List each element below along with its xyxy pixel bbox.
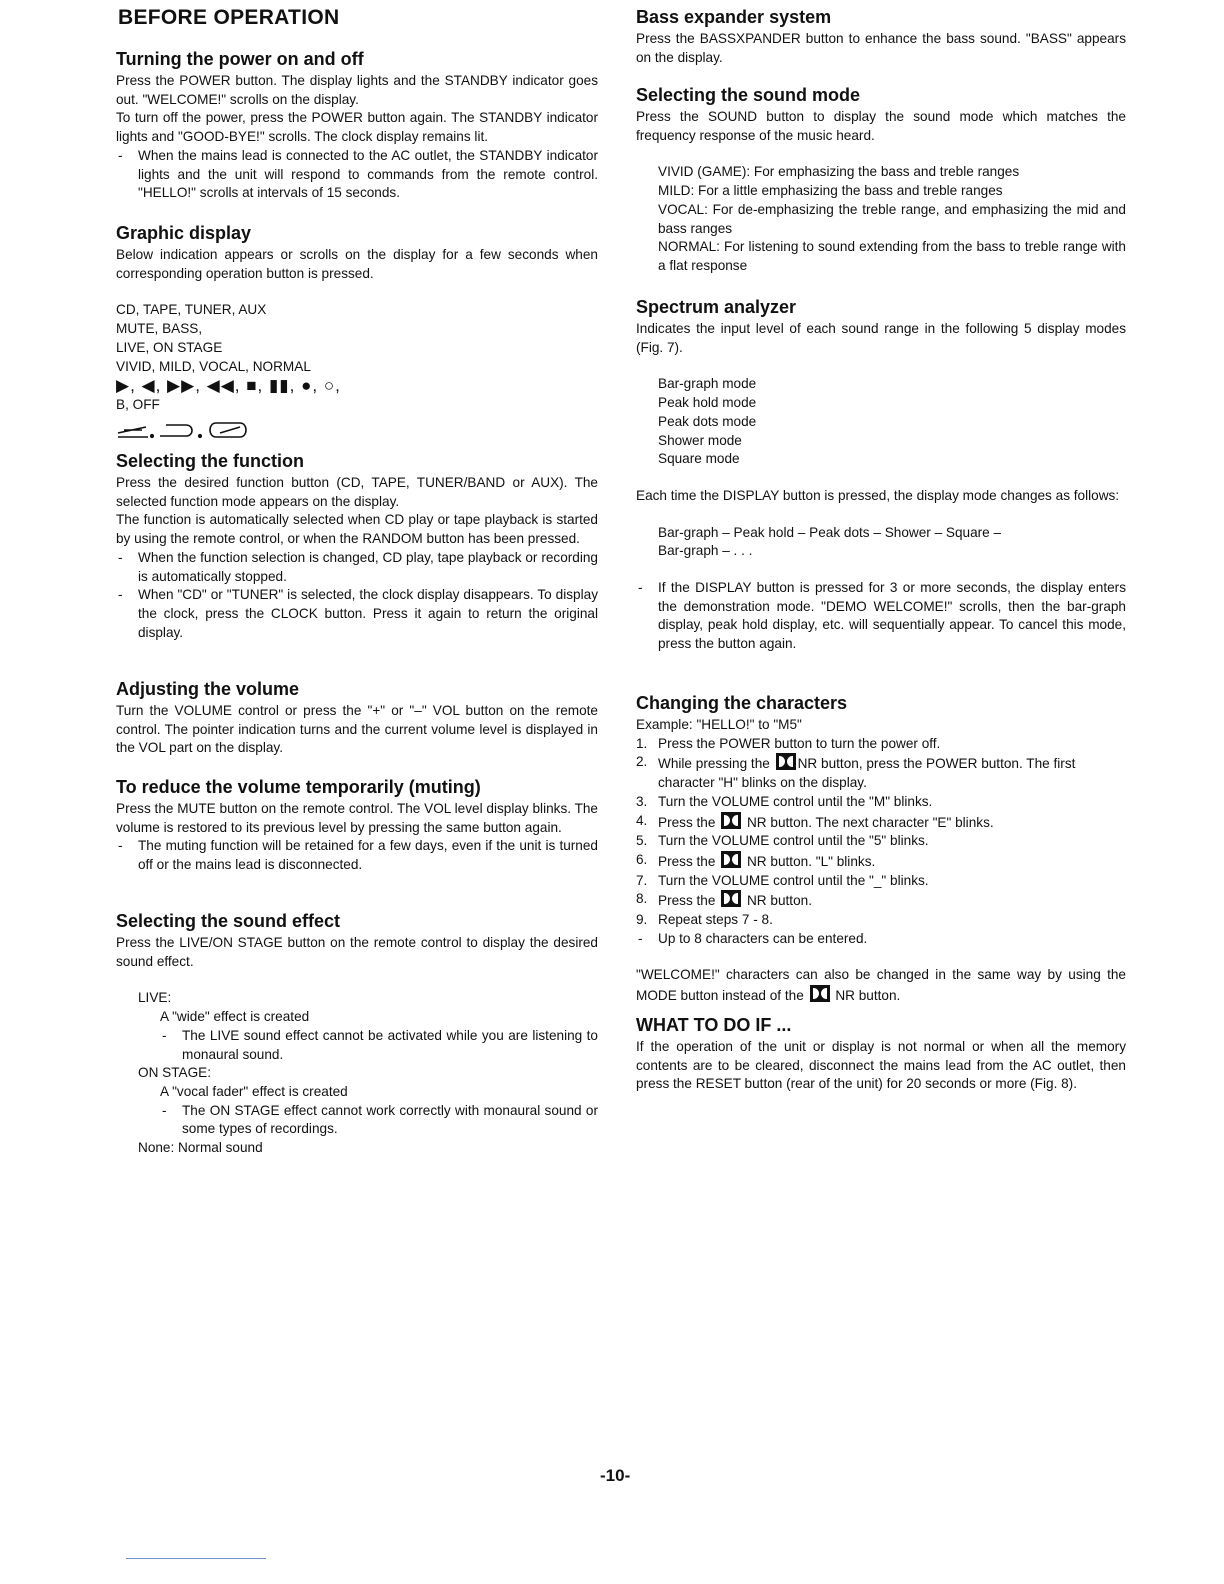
spectrum-mode-item: Peak dots mode [658,413,757,429]
sound-mode-item: VIVID (GAME): For emphasizing the bass and treble ranges [658,164,1020,180]
effect-live-label: LIVE: [138,990,172,1006]
sound-mode-item: NORMAL: For listening to sound extending from the bass to treble range with a flat response [658,239,1126,273]
effect-none: None: Normal sound [138,1140,263,1156]
characters-note [636,966,1126,1005]
characters-steps [636,735,1126,949]
graphic-list [116,301,598,441]
graphic-line: LIVE, ON STAGE [116,339,223,355]
soundmode-list [636,163,1126,275]
heading-volume: Adjusting the volume [116,679,300,699]
step-text: Turn the VOLUME control until the "_" blinks. [658,872,929,888]
graphic-line: VIVID, MILD, VOCAL, NORMAL [116,358,311,374]
spectrum-seq-line: Bar-graph – Peak hold – Peak dots – Shower – Square – [658,524,1002,540]
section-function [116,450,598,642]
transport-symbols: ▶, ◀, ▶▶, ◀◀, ■, ▮▮, ●, ○, [116,376,341,396]
dolby-icon [776,753,796,770]
effect-live-desc: A "wide" effect is created [160,1009,310,1025]
effect-stage-desc: A "vocal fader" effect is created [160,1083,348,1099]
section-characters [636,692,1126,1006]
step-number: 6. [636,851,648,867]
step-item [636,911,1126,930]
function-bullet-text: When "CD" or "TUNER" is selected, the clock display disappears. To display the clock, press the CLOCK button. Press it again to return the original display. [138,587,598,640]
effect-stage-label: ON STAGE: [138,1065,212,1081]
characters-note-text: "WELCOME!" characters can also be changed in the same way by using the MODE button instead of the [636,967,1126,1004]
step-item [636,832,1126,851]
step-text: While pressing the [658,756,770,772]
effect-live-bullet: - The LIVE sound effect cannot be activated while you are listening to monaural sound. [162,1027,598,1062]
section-muting [116,776,598,875]
dolby-icon [721,890,741,907]
step-text: NR button. The next character "E" blinks. [746,814,994,830]
function-bullet: - When the function selection is changed, CD play, tape playback or recording is automatically stopped. [118,549,598,584]
step-item [636,812,1126,833]
effect-p1: Press the LIVE/ON STAGE button on the remote control to display the desired sound effect. [116,935,598,969]
step-text: Press the [658,853,716,869]
heading-power: Turning the power on and off [116,49,364,69]
page-title: BEFORE OPERATION [118,6,340,29]
graphic-p1: Below indication appears or scrolls on the display for a few seconds when corresponding operation button is pressed. [116,247,598,281]
characters-example: Example: "HELLO!" to "M5" [636,717,802,732]
characters-bullet-text: Up to 8 characters can be entered. [658,930,868,946]
muting-p1: Press the MUTE button on the remote control. The VOL level display blinks. The volume is restored to its previous level by pressing the same button again. [116,801,598,835]
spectrum-sequence [636,524,1126,561]
dolby-icon [721,812,741,829]
step-number: 1. [636,735,648,751]
power-bullet-text: When the mains lead is connected to the AC outlet, the STANDBY indicator lights and the unit will respond to commands from the remote control. "HELLO!" scrolls at intervals of 15 seconds. [138,147,598,201]
graphic-line: MUTE, BASS, [116,321,203,337]
section-bass [636,6,1126,67]
soundmode-p1: Press the SOUND button to display the sound mode which matches the frequency response of the music heard. [636,109,1126,143]
step-number: 3. [636,793,648,809]
spectrum-bullet-text: If the DISPLAY button is pressed for 3 or more seconds, the display enters the demonstration mode. "DEMO WELCOME!" scrolls, then the bar-graph display, peak hold display, etc. will sequentially appear. To cancel this mode, press the button again. [658,580,1126,652]
power-p2: To turn off the power, press the POWER button again. The STANDBY indicator lights and "GOOD-BYE!" scrolls. The clock display remains lit. [116,110,598,145]
effect-stage-bullet: - The ON STAGE effect cannot work correctly with monaural sound or some types of recordings. [162,1102,598,1137]
heading-spectrum: Spectrum analyzer [636,297,797,317]
section-graphic [116,222,598,441]
section-power [116,48,598,203]
graphic-line: B, OFF [116,397,160,413]
step-text: Turn the VOLUME control until the "M" blinks. [658,793,933,809]
spectrum-p2: Each time the DISPLAY button is pressed, the display mode changes as follows: [636,487,1120,503]
effect-list [116,989,598,1157]
volume-p1: Turn the VOLUME control or press the "+" or "–" VOL button on the remote control. The pointer indication turns and the current volume level is displayed in the VOL part on the display. [116,703,598,756]
heading-characters: Changing the characters [636,693,848,713]
section-effect [116,910,598,1158]
step-number: 5. [636,833,648,849]
effect-stage-bullet-text: The ON STAGE effect cannot work correctly with monaural sound or some types of recordings. [182,1102,598,1137]
step-number: 8. [636,891,648,907]
section-spectrum [636,296,1126,654]
function-p2: The function is automatically selected when CD play or tape playback is started by using the remote control, or when the RANDOM button has been pressed. [116,512,598,547]
function-p1: Press the desired function button (CD, TAPE, TUNER/BAND or AUX). The selected function mode appears on the display. [116,475,598,509]
dolby-icon [810,985,830,1002]
whatif-p1: If the operation of the unit or display is not normal or when all the memory contents are to be cleared, disconnect the mains lead from the AC outlet, then press the RESET button (rear of the unit) for 20 seconds or more (Fig. 8). [636,1039,1126,1092]
muting-bullet-text: The muting function will be retained for a few days, even if the unit is turned off or the mains lead is disconnected. [138,838,598,873]
characters-bullet: - Up to 8 characters can be entered. [638,930,868,946]
characters-note-text: NR button. [835,988,901,1004]
step-text: Press the [658,814,716,830]
heading-bass: Bass expander system [636,7,832,27]
heading-whatif: WHAT TO DO IF ... [636,1015,792,1035]
step-text: Press the POWER button to turn the power off. [658,735,941,751]
function-bullet: - When "CD" or "TUNER" is selected, the clock display disappears. To display the clock, press the CLOCK button. Press it again to return the original display. [118,587,598,640]
step-item [636,735,1126,754]
step-number: 7. [636,872,648,888]
heading-effect: Selecting the sound effect [116,911,341,931]
step-number: 4. [636,812,648,828]
step-text: NR button. [746,893,812,909]
step-text: Turn the VOLUME control until the "5" blinks. [658,833,929,849]
spectrum-mode-item: Peak hold mode [658,395,757,411]
sound-mode-item: VOCAL: For de-emphasizing the treble range, and emphasizing the mid and bass ranges [658,201,1126,236]
step-text: NR button, press the POWER button. The first character "H" blinks on the display. [658,756,1076,791]
step-item [636,851,1126,872]
spectrum-seq-line: Bar-graph – . . . [658,543,753,559]
step-number: 2. [636,754,648,770]
power-p1: Press the POWER button. The display lights and the STANDBY indicator goes out. "WELCOME!" scrolls on the display. [116,73,598,107]
function-bullet-text: When the function selection is changed, CD play, tape playback or recording is automatically stopped. [138,549,598,584]
spectrum-mode-list [636,375,1126,469]
step-text: Press the [658,893,716,909]
spectrum-p1: Indicates the input level of each sound range in the following 5 display modes (Fig. 7). [636,321,1126,355]
step-number: 9. [636,912,648,928]
step-text: Repeat steps 7 - 8. [658,912,773,928]
heading-graphic: Graphic display [116,223,252,243]
heading-muting: To reduce the volume temporarily (muting) [116,777,481,797]
sound-mode-item: MILD: For a little emphasizing the bass and treble ranges [658,183,1003,199]
footer-rule [126,1558,266,1559]
step-item [636,890,1126,911]
spectrum-mode-item: Bar-graph mode [658,376,757,392]
heading-soundmode: Selecting the sound mode [636,85,861,105]
spectrum-mode-item: Square mode [658,451,740,467]
power-bullet: - When the mains lead is connected to the AC outlet, the STANDBY indicator lights and the unit will respond to commands from the remote control. "HELLO!" scrolls at intervals of 15 seconds. [118,147,598,201]
graphic-line: CD, TAPE, TUNER, AUX [116,302,267,318]
step-item [636,872,1126,891]
display-shape-icons [116,419,256,441]
spectrum-bullet: - If the DISPLAY button is pressed for 3 or more seconds, the display enters the demonstration mode. "DEMO WELCOME!" scrolls, then the bar-graph display, peak hold display, etc. will sequentially appear. To cancel this mode, press the button again. [638,580,1126,652]
bass-p1: Press the BASSXPANDER button to enhance the bass sound. "BASS" appears on the display. [636,31,1126,65]
section-whatif [636,1014,1126,1094]
step-item [636,753,1126,792]
page-number: -10- [600,1466,631,1485]
step-item [636,793,1126,812]
step-text: NR button. "L" blinks. [746,853,876,869]
muting-bullet: - The muting function will be retained for a few days, even if the unit is turned off or the mains lead is disconnected. [118,838,598,873]
section-volume [116,678,598,758]
effect-live-bullet-text: The LIVE sound effect cannot be activated while you are listening to monaural sound. [182,1027,598,1062]
spectrum-mode-item: Shower mode [658,432,742,448]
heading-function: Selecting the function [116,451,305,471]
section-soundmode [636,84,1126,276]
dolby-icon [721,851,741,868]
